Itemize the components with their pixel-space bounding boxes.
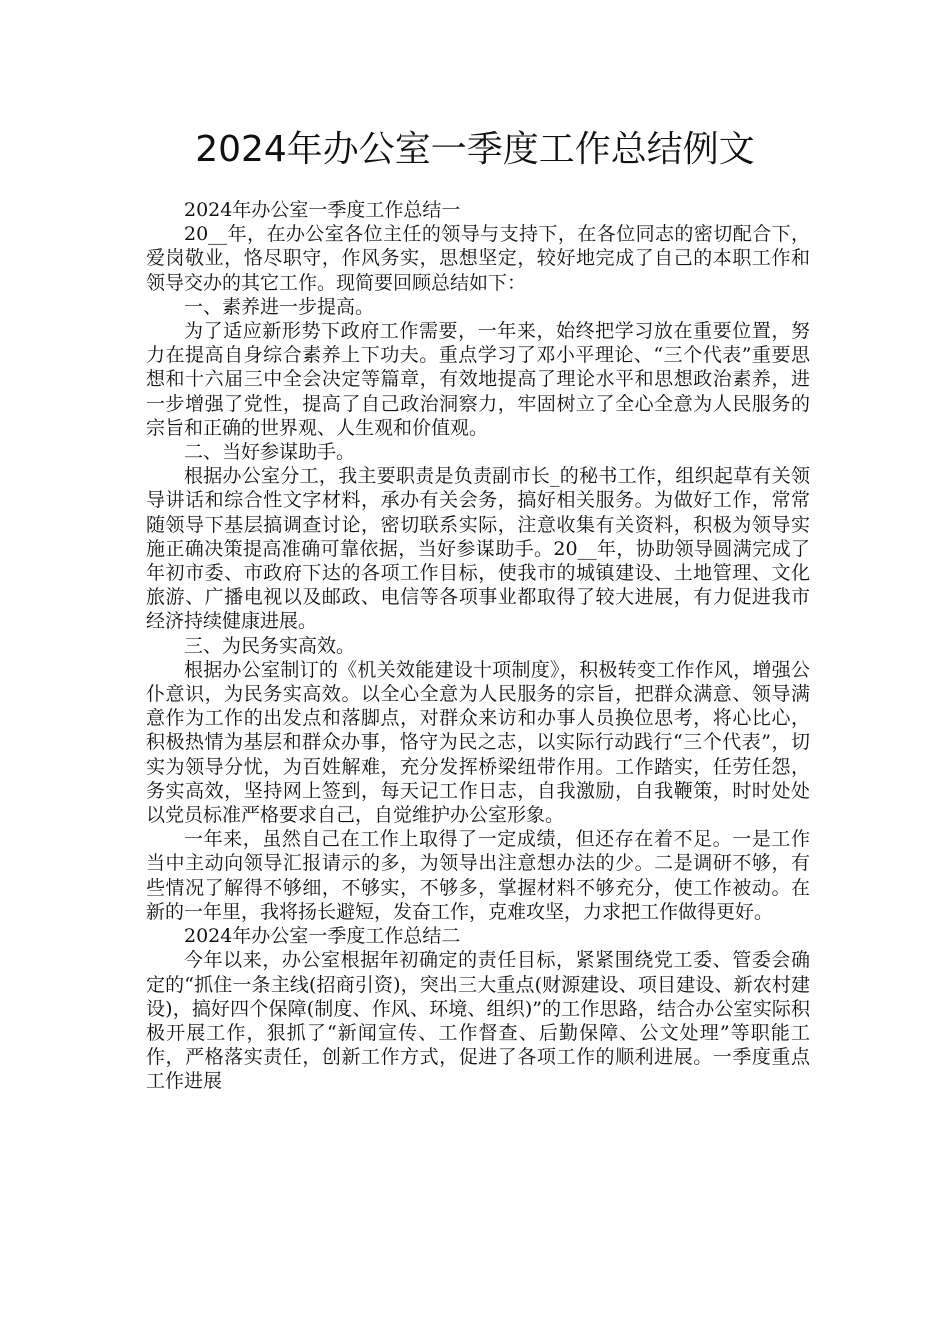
subsection-heading: 一、素养进一步提高。 — [184, 295, 375, 318]
paragraph: 根据办公室制订的《机关效能建设十项制度》，积极转变工作作风，增强公仆意识，为民务实高效。以全心全意为人民服务的宗旨，把群众满意、领导满意作为工作的出发点和落脚点，对群众来访和办事人员换位思考，将心比心，积极热情为基层和群众办事，恪守为民之志，以实际行动践行“三个代表”，切实为领导分忧，为百姓解难，充分发挥桥梁纽带作用。工作踏实，任劳任怨，务实高效，坚持网上签到，每天记工作日志，自我激励，自我鞭策，时时处处以党员标准严格要求自己，自觉维护办公室形象。 — [146, 658, 810, 827]
section-heading: 2024年办公室一季度工作总结二 — [184, 925, 461, 948]
paragraph: 根据办公室分工，我主要职责是负责副市长_的秘书工作，组织起草有关领导讲话和综合性文字材料，承办有关会务，搞好相关服务。为做好工作，常常随领导下基层搞调查讨论，密切联系实际，注意收集有关资料，积极为领导实施正确决策提高准确可靠依据，当好参谋助手。20__年，协助领导圆满完成了年初市委、市政府下达的各项工作目标，使我市的城镇建设、土地管理、文化旅游、广播电视以及邮政、电信等各项事业都取得了较大进展，有力促进我市经济持续健康进展。 — [146, 465, 810, 633]
paragraph: 20__年，在办公室各位主任的领导与支持下，在各位同志的密切配合下，爱岗敬业，恪尽职守，作风务实，思想坚定，较好地完成了自己的本职工作和领导交办的其它工作。现简要回顾总结如下： — [146, 223, 810, 294]
paragraph: 今年以来，办公室根据年初确定的责任目标，紧紧围绕党工委、管委会确定的“抓住一条主线(招商引资)，突出三大重点(财源建设、项目建设、新农村建设)，搞好四个保障(制度、作风、环境、组织)”的工作思路，结合办公室实际积极开展工作，狠抓了“新闻宣传、工作督查、后勤保障、公文处理”等职能工作，严格落实责任，创新工作方式，促进了各项工作的顺利进展。一季度重点工作进展 — [146, 949, 810, 1093]
paragraph: 为了适应新形势下政府工作需要，一年来，始终把学习放在重要位置，努力在提高自身综合素养上下功夫。重点学习了邓小平理论、“三个代表”重要思想和十六届三中全会决定等篇章，有效地提高了理论水平和思想政治素养，进一步增强了党性，提高了自己政治洞察力，牢固树立了全心全意为人民服务的宗旨和正确的世界观、人生观和价值观。 — [146, 320, 810, 439]
document-body — [146, 198, 810, 1094]
section-heading: 2024年办公室一季度工作总结一 — [184, 199, 461, 221]
subsection-heading: 二、当好参谋助手。 — [184, 441, 356, 464]
document-title: 2024年办公室一季度工作总结例文 — [195, 129, 755, 170]
paragraph: 一年来，虽然自己在工作上取得了一定成绩，但还存在着不足。一是工作当中主动向领导汇报请示的多，为领导出注意想办法的少。二是调研不够，有些情况了解得不够细，不够实，不够多，掌握材料不够充分，使工作被动。在新的一年里，我将扬长避短，发奋工作，克难攻坚，力求把工作做得更好。 — [146, 828, 810, 923]
subsection-heading: 三、为民务实高效。 — [184, 634, 356, 657]
